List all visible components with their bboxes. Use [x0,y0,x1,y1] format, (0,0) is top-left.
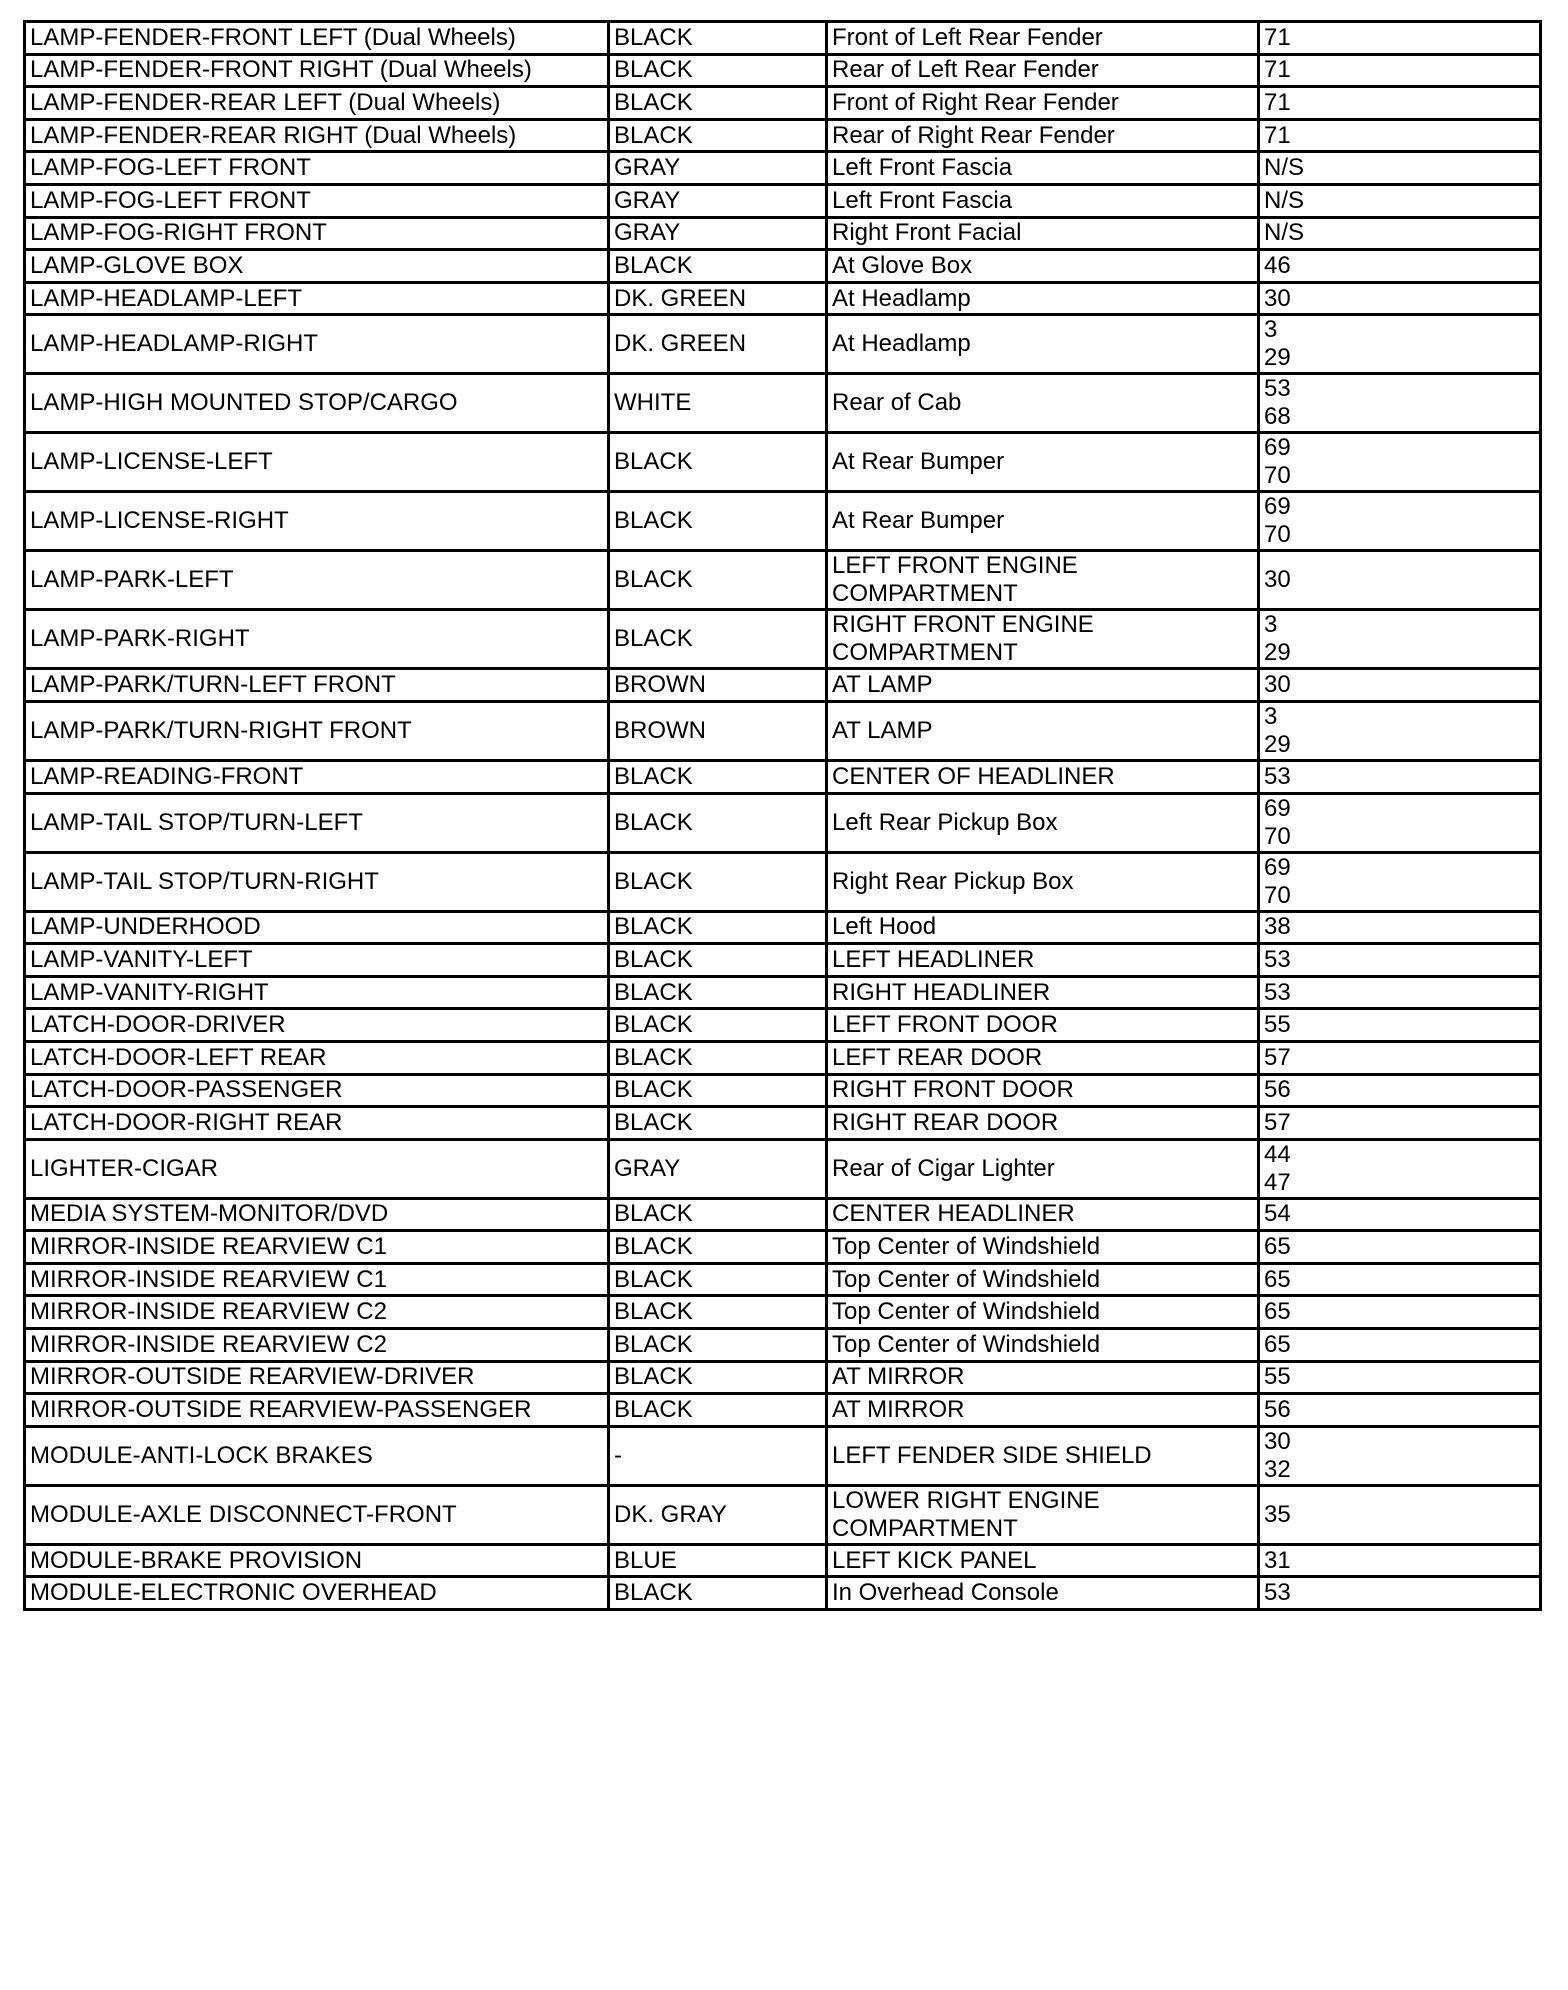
page-cell [1259,54,1541,87]
page-line: 56 [1264,1396,1291,1424]
location-cell [827,911,1259,944]
page-line: 35 [1264,1500,1291,1528]
page-line: 53 [1264,978,1291,1006]
location-cell [827,315,1259,374]
location-line: At Glove Box [832,251,973,279]
page-line: 3 [1264,316,1278,344]
page-line: 65 [1264,1265,1291,1293]
location-line: LEFT REAR DOOR [832,1043,1043,1071]
color-cell: DK. GREEN [609,282,827,315]
location-line: Rear of Right Rear Fender [832,121,1115,149]
location-cell [827,1263,1259,1296]
location-line: LEFT FRONT DOOR [832,1011,1058,1039]
page-cell [1259,852,1541,911]
table-row [25,944,1541,977]
page-cell [1259,1544,1541,1577]
location-line: Top Center of Windshield [832,1330,1101,1358]
page-line: 70 [1264,822,1291,850]
component-cell: MIRROR-INSIDE REARVIEW C2 [25,1329,609,1362]
component-cell: MIRROR-INSIDE REARVIEW C1 [25,1231,609,1264]
page-line: 71 [1264,56,1291,84]
page-line: 29 [1264,730,1291,758]
page-cell [1259,492,1541,551]
color-cell: BLACK [609,852,827,911]
table-row [25,551,1541,610]
color-cell: BLACK [609,1198,827,1231]
page-line: 30 [1264,284,1291,312]
color-cell: BLACK [609,433,827,492]
table-row [25,852,1541,911]
color-cell: BLACK [609,1296,827,1329]
page-line: 30 [1264,566,1291,594]
table-row [25,1577,1541,1610]
component-cell: MIRROR-OUTSIDE REARVIEW-PASSENGER [25,1394,609,1427]
component-cell: LATCH-DOOR-RIGHT REAR [25,1107,609,1140]
table-row [25,1009,1541,1042]
page-line: 69 [1264,434,1291,462]
color-cell: BLACK [609,1577,827,1610]
page-cell [1259,22,1541,55]
location-line: In Overhead Console [832,1579,1059,1607]
table-row [25,152,1541,185]
page-cell [1259,610,1541,669]
location-cell [827,374,1259,433]
location-cell [827,793,1259,852]
location-cell [827,1485,1259,1544]
component-cell: MODULE-BRAKE PROVISION [25,1544,609,1577]
table-row [25,1107,1541,1140]
table-row [25,54,1541,87]
page-cell [1259,911,1541,944]
location-line: Left Rear Pickup Box [832,808,1058,836]
location-cell [827,22,1259,55]
component-cell: MIRROR-INSIDE REARVIEW C1 [25,1263,609,1296]
location-cell [827,152,1259,185]
page-line: 47 [1264,1168,1291,1196]
table-row [25,1426,1541,1485]
table-row [25,119,1541,152]
location-cell [827,1426,1259,1485]
table-row [25,433,1541,492]
component-cell: LAMP-HEADLAMP-RIGHT [25,315,609,374]
page-cell [1259,1361,1541,1394]
table-row [25,492,1541,551]
location-cell [827,1394,1259,1427]
page-line: 30 [1264,1427,1291,1455]
location-cell [827,1544,1259,1577]
color-cell: GRAY [609,217,827,250]
component-cell: LAMP-FENDER-FRONT RIGHT (Dual Wheels) [25,54,609,87]
location-cell [827,1231,1259,1264]
page-line: 71 [1264,23,1291,51]
component-cell: MEDIA SYSTEM-MONITOR/DVD [25,1198,609,1231]
page-cell [1259,669,1541,702]
location-cell [827,760,1259,793]
page-line: 69 [1264,853,1291,881]
page-cell [1259,250,1541,283]
component-cell: LAMP-TAIL STOP/TURN-LEFT [25,793,609,852]
page-line: 32 [1264,1455,1291,1483]
location-line: Rear of Cigar Lighter [832,1154,1055,1182]
location-line: At Headlamp [832,330,971,358]
page-line: N/S [1264,219,1305,247]
location-line: RIGHT REAR DOOR [832,1108,1059,1136]
page-line: N/S [1264,154,1305,182]
color-cell: BLACK [609,250,827,283]
page-line: 65 [1264,1330,1291,1358]
table-body [25,22,1541,1610]
location-cell [827,1361,1259,1394]
table-row [25,250,1541,283]
color-cell: BLUE [609,1544,827,1577]
component-cell: MODULE-AXLE DISCONNECT-FRONT [25,1485,609,1544]
location-line: RIGHT FRONT DOOR [832,1076,1074,1104]
connector-location-table [23,20,1542,1611]
location-line: Top Center of Windshield [832,1265,1101,1293]
location-cell [827,1577,1259,1610]
page-line: 70 [1264,521,1291,549]
location-cell [827,1329,1259,1362]
location-cell [827,87,1259,120]
color-cell: BLACK [609,1361,827,1394]
location-line: Right Rear Pickup Box [832,867,1074,895]
page-line: 53 [1264,1579,1291,1607]
location-cell [827,610,1259,669]
location-line: AT LAMP [832,671,933,699]
table-row [25,1139,1541,1198]
color-cell: BLACK [609,1394,827,1427]
table-row [25,760,1541,793]
table-row [25,911,1541,944]
location-line: Top Center of Windshield [832,1298,1101,1326]
page-cell [1259,315,1541,374]
table-row [25,610,1541,669]
page-cell [1259,119,1541,152]
page-cell [1259,1394,1541,1427]
location-line: COMPARTMENT [832,1514,1018,1542]
component-cell: LAMP-LICENSE-LEFT [25,433,609,492]
page-cell [1259,551,1541,610]
location-line: Rear of Left Rear Fender [832,56,1099,84]
color-cell: BLACK [609,610,827,669]
component-cell: LAMP-FOG-LEFT FRONT [25,184,609,217]
location-line: LEFT FENDER SIDE SHIELD [832,1441,1152,1469]
page-line: N/S [1264,186,1305,214]
page-line: 30 [1264,671,1291,699]
location-line: Top Center of Windshield [832,1233,1101,1261]
location-line: At Headlamp [832,284,971,312]
page-cell [1259,184,1541,217]
page-cell [1259,87,1541,120]
location-line: Left Front Fascia [832,154,1013,182]
location-line: Right Front Facial [832,219,1022,247]
location-cell [827,551,1259,610]
page-line: 55 [1264,1363,1291,1391]
location-cell [827,1107,1259,1140]
table-row [25,1485,1541,1544]
page-cell [1259,1296,1541,1329]
location-line: COMPARTMENT [832,580,1018,608]
location-cell [827,492,1259,551]
location-cell [827,1041,1259,1074]
page-line: 68 [1264,403,1291,431]
color-cell: BLACK [609,1107,827,1140]
component-cell: LAMP-PARK-LEFT [25,551,609,610]
page-cell [1259,1198,1541,1231]
component-cell: LAMP-VANITY-LEFT [25,944,609,977]
color-cell: BLACK [609,944,827,977]
location-cell [827,1009,1259,1042]
table-row [25,1329,1541,1362]
table-row [25,374,1541,433]
color-cell: BLACK [609,87,827,120]
location-line: LEFT HEADLINER [832,945,1035,973]
page-line: 57 [1264,1043,1291,1071]
page-line: 71 [1264,88,1291,116]
page-line: 69 [1264,493,1291,521]
location-line: At Rear Bumper [832,448,1005,476]
component-cell: MIRROR-OUTSIDE REARVIEW-DRIVER [25,1361,609,1394]
page-cell [1259,793,1541,852]
page-cell [1259,1231,1541,1264]
location-line: Front of Right Rear Fender [832,88,1119,116]
color-cell: BLACK [609,1009,827,1042]
table-row [25,1361,1541,1394]
component-cell: LATCH-DOOR-PASSENGER [25,1074,609,1107]
color-cell: BLACK [609,119,827,152]
component-cell: LAMP-GLOVE BOX [25,250,609,283]
color-cell: BLACK [609,793,827,852]
color-cell: BLACK [609,492,827,551]
table-row [25,669,1541,702]
component-cell: LAMP-READING-FRONT [25,760,609,793]
color-cell: GRAY [609,184,827,217]
location-cell [827,701,1259,760]
page-cell [1259,1074,1541,1107]
component-cell: MODULE-ANTI-LOCK BRAKES [25,1426,609,1485]
location-line: AT LAMP [832,716,933,744]
color-cell: BLACK [609,760,827,793]
location-line: At Rear Bumper [832,507,1005,535]
component-cell: LAMP-PARK-RIGHT [25,610,609,669]
page-cell [1259,944,1541,977]
component-cell: LAMP-FOG-RIGHT FRONT [25,217,609,250]
color-cell: DK. GRAY [609,1485,827,1544]
location-cell [827,217,1259,250]
color-cell: - [609,1426,827,1485]
page-cell [1259,217,1541,250]
component-cell: LATCH-DOOR-DRIVER [25,1009,609,1042]
page-cell [1259,1485,1541,1544]
page-line: 3 [1264,611,1278,639]
component-cell: LAMP-HEADLAMP-LEFT [25,282,609,315]
location-cell [827,1198,1259,1231]
page-line: 53 [1264,945,1291,973]
page-cell [1259,152,1541,185]
page-line: 54 [1264,1200,1291,1228]
location-cell [827,944,1259,977]
color-cell: GRAY [609,152,827,185]
table-row [25,87,1541,120]
table-row [25,22,1541,55]
page-cell [1259,1139,1541,1198]
page-cell [1259,433,1541,492]
page-line: 29 [1264,344,1291,372]
location-cell [827,976,1259,1009]
location-line: COMPARTMENT [832,639,1018,667]
component-cell: LAMP-PARK/TURN-RIGHT FRONT [25,701,609,760]
component-cell: LAMP-TAIL STOP/TURN-RIGHT [25,852,609,911]
location-cell [827,54,1259,87]
page-line: 56 [1264,1076,1291,1104]
component-cell: LAMP-FENDER-FRONT LEFT (Dual Wheels) [25,22,609,55]
color-cell: BROWN [609,669,827,702]
page-line: 69 [1264,794,1291,822]
page-line: 70 [1264,462,1291,490]
page-cell [1259,701,1541,760]
page-cell [1259,760,1541,793]
table-row [25,217,1541,250]
location-line: RIGHT HEADLINER [832,978,1051,1006]
component-cell: LAMP-FENDER-REAR LEFT (Dual Wheels) [25,87,609,120]
component-cell: LAMP-UNDERHOOD [25,911,609,944]
table-row [25,1544,1541,1577]
color-cell: DK. GREEN [609,315,827,374]
location-cell [827,669,1259,702]
color-cell: BLACK [609,1263,827,1296]
table-row [25,1394,1541,1427]
page-line: 29 [1264,639,1291,667]
component-cell: LAMP-FENDER-REAR RIGHT (Dual Wheels) [25,119,609,152]
color-cell: BLACK [609,1041,827,1074]
location-cell [827,433,1259,492]
location-cell [827,250,1259,283]
table-row [25,1041,1541,1074]
color-cell: BROWN [609,701,827,760]
location-line: AT MIRROR [832,1396,965,1424]
color-cell: BLACK [609,911,827,944]
page-cell [1259,976,1541,1009]
page-cell [1259,1577,1541,1610]
page-line: 38 [1264,913,1291,941]
page-cell [1259,1263,1541,1296]
location-cell [827,184,1259,217]
page-cell [1259,374,1541,433]
page-line: 70 [1264,881,1291,909]
page-line: 71 [1264,121,1291,149]
color-cell: BLACK [609,1231,827,1264]
location-line: CENTER HEADLINER [832,1200,1075,1228]
table-row [25,1231,1541,1264]
location-cell [827,119,1259,152]
location-line: Left Front Fascia [832,186,1013,214]
table-row [25,1198,1541,1231]
location-line: CENTER OF HEADLINER [832,762,1115,790]
component-cell: LAMP-VANITY-RIGHT [25,976,609,1009]
table-row [25,701,1541,760]
location-line: Front of Left Rear Fender [832,23,1103,51]
component-cell: LATCH-DOOR-LEFT REAR [25,1041,609,1074]
location-cell [827,282,1259,315]
component-cell: MODULE-ELECTRONIC OVERHEAD [25,1577,609,1610]
color-cell: BLACK [609,976,827,1009]
color-cell: GRAY [609,1139,827,1198]
component-cell: LIGHTER-CIGAR [25,1139,609,1198]
table-row [25,282,1541,315]
location-cell [827,852,1259,911]
location-line: Rear of Cab [832,389,962,417]
table-row [25,315,1541,374]
page-line: 53 [1264,375,1291,403]
page-line: 65 [1264,1298,1291,1326]
color-cell: BLACK [609,1074,827,1107]
page-cell [1259,1426,1541,1485]
component-cell: LAMP-PARK/TURN-LEFT FRONT [25,669,609,702]
location-cell [827,1296,1259,1329]
location-line: LEFT FRONT ENGINE [832,552,1078,580]
page-cell [1259,1041,1541,1074]
table-row [25,1263,1541,1296]
page-line: 53 [1264,762,1291,790]
location-line: RIGHT FRONT ENGINE [832,611,1094,639]
color-cell: BLACK [609,54,827,87]
location-cell [827,1139,1259,1198]
location-line: AT MIRROR [832,1363,965,1391]
table-row [25,184,1541,217]
page-line: 3 [1264,702,1278,730]
table-row [25,976,1541,1009]
color-cell: WHITE [609,374,827,433]
location-line: LEFT KICK PANEL [832,1546,1037,1574]
component-cell: LAMP-LICENSE-RIGHT [25,492,609,551]
page-line: 65 [1264,1233,1291,1261]
page-line: 44 [1264,1140,1291,1168]
color-cell: BLACK [609,22,827,55]
color-cell: BLACK [609,1329,827,1362]
location-line: Left Hood [832,913,937,941]
page-cell [1259,1107,1541,1140]
table-row [25,1074,1541,1107]
page-cell [1259,1009,1541,1042]
color-cell: BLACK [609,551,827,610]
page-line: 55 [1264,1011,1291,1039]
location-line: LOWER RIGHT ENGINE [832,1486,1100,1514]
table-row [25,793,1541,852]
table-row [25,1296,1541,1329]
component-cell: LAMP-FOG-LEFT FRONT [25,152,609,185]
page-cell [1259,1329,1541,1362]
page-line: 46 [1264,251,1291,279]
location-cell [827,1074,1259,1107]
page-line: 31 [1264,1546,1291,1574]
page-line: 57 [1264,1108,1291,1136]
component-cell: MIRROR-INSIDE REARVIEW C2 [25,1296,609,1329]
page-cell [1259,282,1541,315]
component-cell: LAMP-HIGH MOUNTED STOP/CARGO [25,374,609,433]
